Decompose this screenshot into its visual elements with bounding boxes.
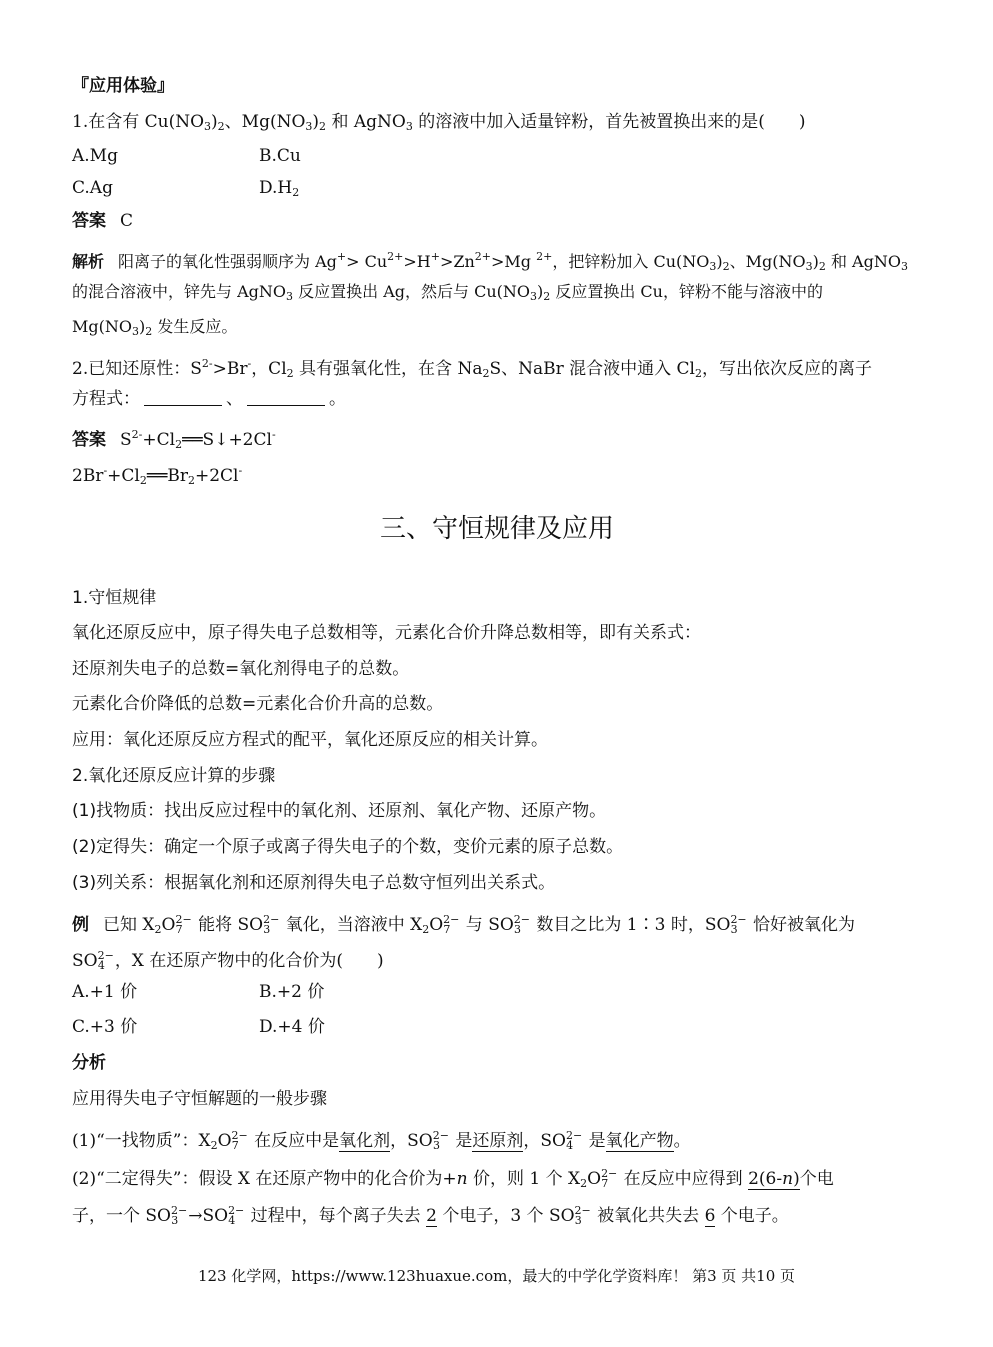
rule-line-2: 还原剂失电子的总数=氧化剂得电子的总数。 bbox=[72, 659, 410, 679]
question-1: 1.在含有 $Cu(NO_3)_2$、$Mg(NO_3)_2$ 和 AgNO$_3$ 的溶液中加入适量锌粉，首先被置换出来的是( ) bbox=[72, 112, 806, 133]
step-2: (2)定得失：确定一个原子或离子得失电子的个数，变价元素的原子总数。 bbox=[72, 837, 624, 857]
option-b[interactable]: B.Cu bbox=[259, 146, 301, 166]
option-a[interactable]: A.Mg bbox=[72, 146, 118, 166]
rule-line-3: 元素化合价降低的总数=元素化合价升高的总数。 bbox=[72, 694, 444, 714]
q1-options-row-2 bbox=[72, 176, 472, 200]
option-d[interactable]: D.+4 价 bbox=[259, 1017, 325, 1037]
page-footer: 123 化学网，https://www.123huaxue.com，最大的中学化学资料库！ 第3 页 共10 页 bbox=[197, 1267, 796, 1285]
rule-line-4: 应用：氧化还原反应方程式的配平，氧化还原反应的相关计算。 bbox=[72, 730, 548, 750]
q2-answer-line-1: 答案 $S^{2-}+Cl_2══S↓+2Cl^-$ bbox=[72, 428, 276, 451]
rule-title: 1.守恒规律 bbox=[72, 588, 157, 608]
option-d[interactable]: $D.H_2$ bbox=[259, 178, 300, 199]
q1-analysis-line-3: $Mg(NO_3)_2$ 发生反应。 bbox=[72, 317, 238, 338]
example-options-row-1 bbox=[72, 980, 472, 1004]
q2-answer-line-2: $2Br^-+Cl_2══Br_2+2Cl^-$ bbox=[72, 464, 243, 487]
analysis-step-1: (1)“一找物质”：$X_2O^{2-}_7$ 在反应中是氧化剂，$SO^{2-}_3$ 是还原剂，$SO^{2-}_4$ 是氧化产物。 bbox=[72, 1129, 691, 1152]
q1-analysis-line-2: 的混合溶液中，锌先与 AgNO$_3$ 反应置换出 Ag，然后与 $Cu(NO_3)_2$ 反应置换出 Cu，锌粉不能与溶液中的 bbox=[72, 282, 823, 303]
section-heading: 三、守恒规律及应用 bbox=[379, 514, 614, 544]
step-3: (3)列关系：根据氧化剂和还原剂得失电子总数守恒列出关系式。 bbox=[72, 873, 556, 893]
rule-line-1: 氧化还原反应中，原子得失电子总数相等，元素化合价升降总数相等，即有关系式： bbox=[72, 623, 701, 643]
question-2-line-2: 方程式： 、 。 bbox=[72, 389, 346, 409]
example-options-row-2 bbox=[72, 1015, 472, 1039]
answer-blank-1[interactable] bbox=[144, 391, 222, 406]
example-line-1: 例 已知 $X_2O^{2-}_7$ 能将 $SO^{2-}_3$ 氧化，当溶液中 $X_2O^{2-}_7$ 与 $SO^{2-}_3$ 数目之比为 1∶3 时，$SO^{2-}_3$ 恰好被氧化为 bbox=[72, 913, 856, 936]
step-1: (1)找物质：找出反应过程中的氧化剂、还原剂、氧化产物、还原产物。 bbox=[72, 801, 607, 821]
q1-options-row-1 bbox=[72, 144, 472, 168]
example-line-2: $SO^{2-}_4$ ，X 在还原产物中的化合价为( ) bbox=[72, 949, 384, 972]
steps-title: 2.氧化还原反应计算的步骤 bbox=[72, 766, 276, 786]
analysis-step-2: (2)“二定得失”：假设 X 在还原产物中的化合价为+n 价，则 1 个 $X_2O^{2-}_7$ 在反应中应得到 2(6-n)个电 bbox=[72, 1167, 834, 1190]
q1-answer: 答案 C bbox=[72, 211, 134, 231]
analysis-intro: 应用得失电子守恒解题的一般步骤 bbox=[72, 1089, 327, 1109]
option-c[interactable]: C.Ag bbox=[72, 178, 113, 198]
option-c[interactable]: C.+3 价 bbox=[72, 1017, 138, 1037]
answer-blank-2[interactable] bbox=[247, 391, 325, 406]
analysis-label: 分析 bbox=[72, 1053, 106, 1073]
q1-analysis-line-1: 解析 阳离子的氧化性强弱顺序为 $Ag^+> Cu^{2+}>H^+>Zn^{2+}>Mg$ $^{2+}$，把锌粉加入 $Cu(NO_3)_2$、$Mg(NO_3)_2$ 和 AgNO$_3$ bbox=[72, 250, 908, 273]
section-header-experience: 『应用体验』 bbox=[72, 76, 174, 96]
option-b[interactable]: B.+2 价 bbox=[259, 982, 325, 1002]
option-a[interactable]: A.+1 价 bbox=[72, 982, 138, 1002]
analysis-step-2-cont: 子，一个 $SO^{2-}_3 \to SO^{2-}_4$ 过程中，每个离子失去 2 个电子，3 个 $SO^{2-}_3$ 被氧化共失去 6 个电子。 bbox=[72, 1204, 789, 1227]
question-2-line-1: 2.已知还原性：$S^{2-}>Br^-$，$Cl_2$ 具有强氧化性，在含 $Na_2S$、NaBr 混合液中通入 $Cl_2$，写出依次反应的离子 bbox=[72, 357, 872, 380]
